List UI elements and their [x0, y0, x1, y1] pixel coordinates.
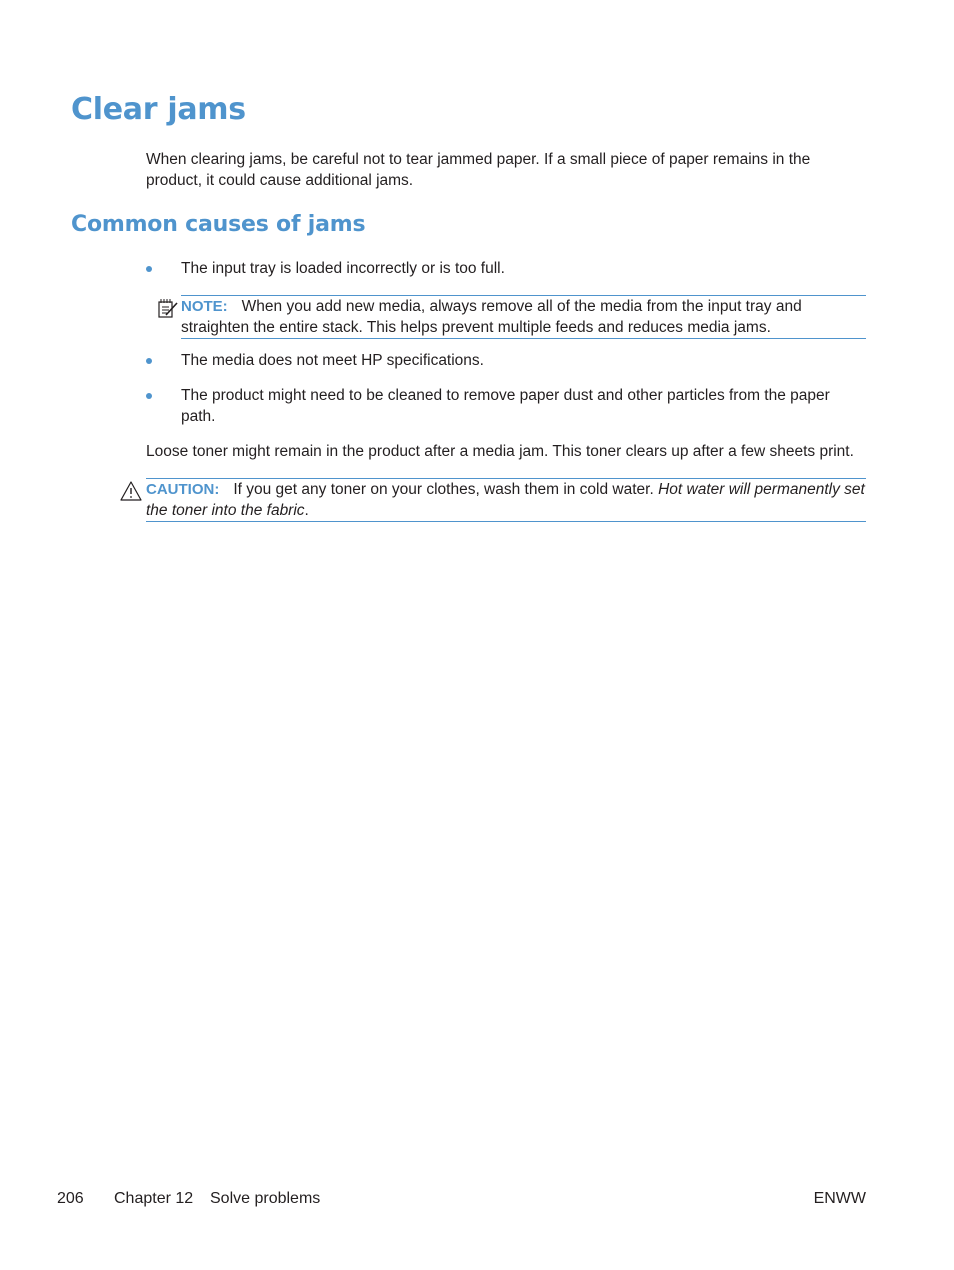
bullet-dot-icon	[146, 266, 152, 272]
bullet-dot-icon	[146, 358, 152, 364]
note-icon	[157, 297, 179, 319]
footer-doc-code: ENWW	[813, 1190, 866, 1207]
caution-emphasis: Hot water will permanently set the toner into the fabric	[146, 481, 865, 519]
caution-triangle-icon	[120, 480, 142, 502]
note-box	[181, 295, 866, 339]
caution-box	[146, 478, 866, 522]
page-title: Clear jams	[71, 92, 246, 127]
loose-toner-paragraph: Loose toner might remain in the product after a media jam. This toner clears up after a few sheets print.	[146, 443, 854, 460]
note-text: When you add new media, always remove all of the media from the input tray and straighten the entire stack. This helps prevent multiple feeds and reduces media jams.	[181, 298, 802, 336]
caution-end: .	[304, 502, 309, 519]
bullet-text: The media does not meet HP specifications.	[181, 352, 484, 369]
intro-paragraph: When clearing jams, be careful not to tear jammed paper. If a small piece of paper remains in the product, it could cause additional jams.	[146, 151, 811, 189]
bullet-text: The product might need to be cleaned to remove paper dust and other particles from the paper path.	[181, 387, 830, 425]
caution-text: If you get any toner on your clothes, wash them in cold water.	[233, 481, 654, 498]
footer-chapter: Chapter 12	[114, 1190, 194, 1207]
note-label: NOTE:	[181, 298, 228, 315]
bullet-dot-icon	[146, 393, 152, 399]
footer-chapter-title: Solve problems	[210, 1190, 321, 1207]
section-title: Common causes of jams	[71, 212, 366, 237]
bullet-text: The input tray is loaded incorrectly or is too full.	[181, 260, 505, 277]
footer-page-number: 206	[57, 1190, 84, 1207]
caution-label: CAUTION:	[146, 481, 220, 498]
